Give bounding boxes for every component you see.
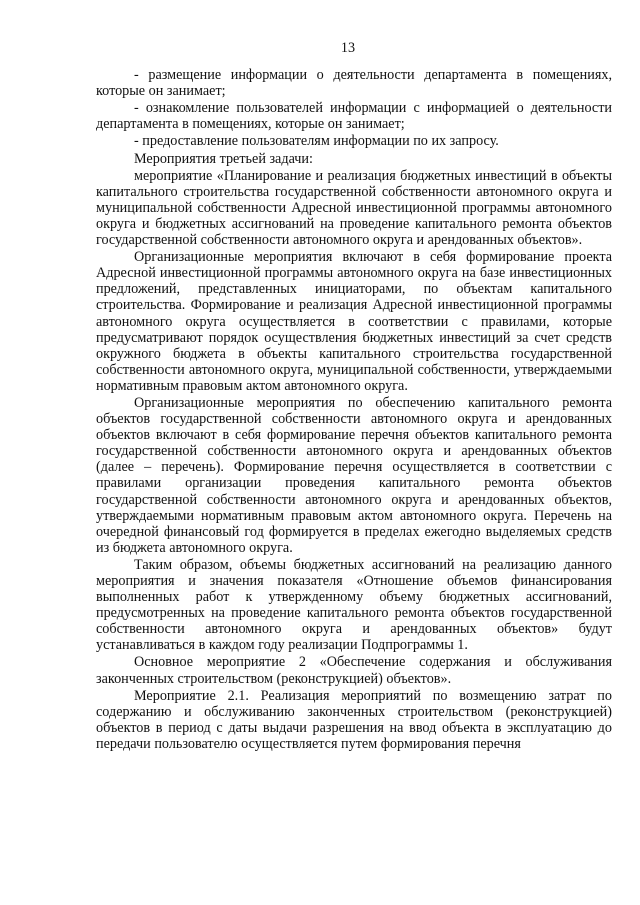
paragraph-2: - ознакомление пользователей информации с информацией о деятельности департамента в помещениях, которые он занимает; [96, 100, 612, 133]
paragraph-1: - размещение информации о деятельности департамента в помещениях, которые он занимает; [96, 67, 612, 100]
paragraph-3: - предоставление пользователям информации по их запросу. [134, 133, 499, 150]
page-number: 13 [340, 40, 356, 56]
paragraph-6: Организационные мероприятия включают в себя формирование проекта Адресной инвестиционной программы автономного округа на базе инвестиционных предложений, представленных инициаторами, по объектам капитального строительства. Формирование и реализация Адресной инвестиционной программы автономного округа осуществляется в соответствии с правилами, которые предусматривают порядок осуществления бюджетных инвестиций за счет средств окружного бюджета в объекты капитального строительства государственной собственности автономного округа, муниципальной собственности, утверждаемыми нормативным правовым актом автономного округа. [96, 249, 612, 394]
paragraph-4: Мероприятия третьей задачи: [134, 150, 313, 167]
paragraph-7: Организационные мероприятия по обеспечению капитального ремонта объектов государственной собственности автономного округа и арендованных объектов включают в себя формирование перечня объектов капитального ремонта государственной собственности автономного округа и арендованных объектов (далее – перечень). Формирование перечня осуществляется в соответствии с правилами организации проведения капитального ремонта объектов государственной собственности автономного округа и арендованных объектов, утверждаемыми нормативным правовым актом автономного округа. Перечень на очередной финансовый год формируется в пределах ежегодно выделяемых средств из бюджета автономного округа. [96, 394, 612, 556]
paragraph-8: Таким образом, объемы бюджетных ассигнований на реализацию данного мероприятия и значения показателя «Отношение объемов финансирования выполненных работ к утвержденному объему бюджетных ассигнований, предусмотренных на проведение капитального ремонта объектов государственной собственности автономного округа и арендованных объектов» будут устанавливаться в каждом году реализации Подпрограммы 1. [96, 556, 612, 654]
paragraph-10: Мероприятие 2.1. Реализация мероприятий по возмещению затрат по содержанию и обслуживанию законченных строительством (реконструкцией) объектов в период с даты выдачи разрешения на ввод объекта в эксплуатацию до передачи пользователю осуществляется путем формирования перечня [96, 687, 612, 752]
paragraph-9: Основное мероприятие 2 «Обеспечение содержания и обслуживания законченных строительством (реконструкцией) объектов». [96, 654, 612, 687]
paragraph-5: мероприятие «Планирование и реализация бюджетных инвестиций в объекты капитального строительства государственной собственности автономного округа и муниципальной собственности Адресной инвестиционной программы автономного округа и бюджетных ассигнований на проведение капитального ремонта объектов государственной собственности автономного округа и арендованных объектов». [96, 167, 612, 249]
